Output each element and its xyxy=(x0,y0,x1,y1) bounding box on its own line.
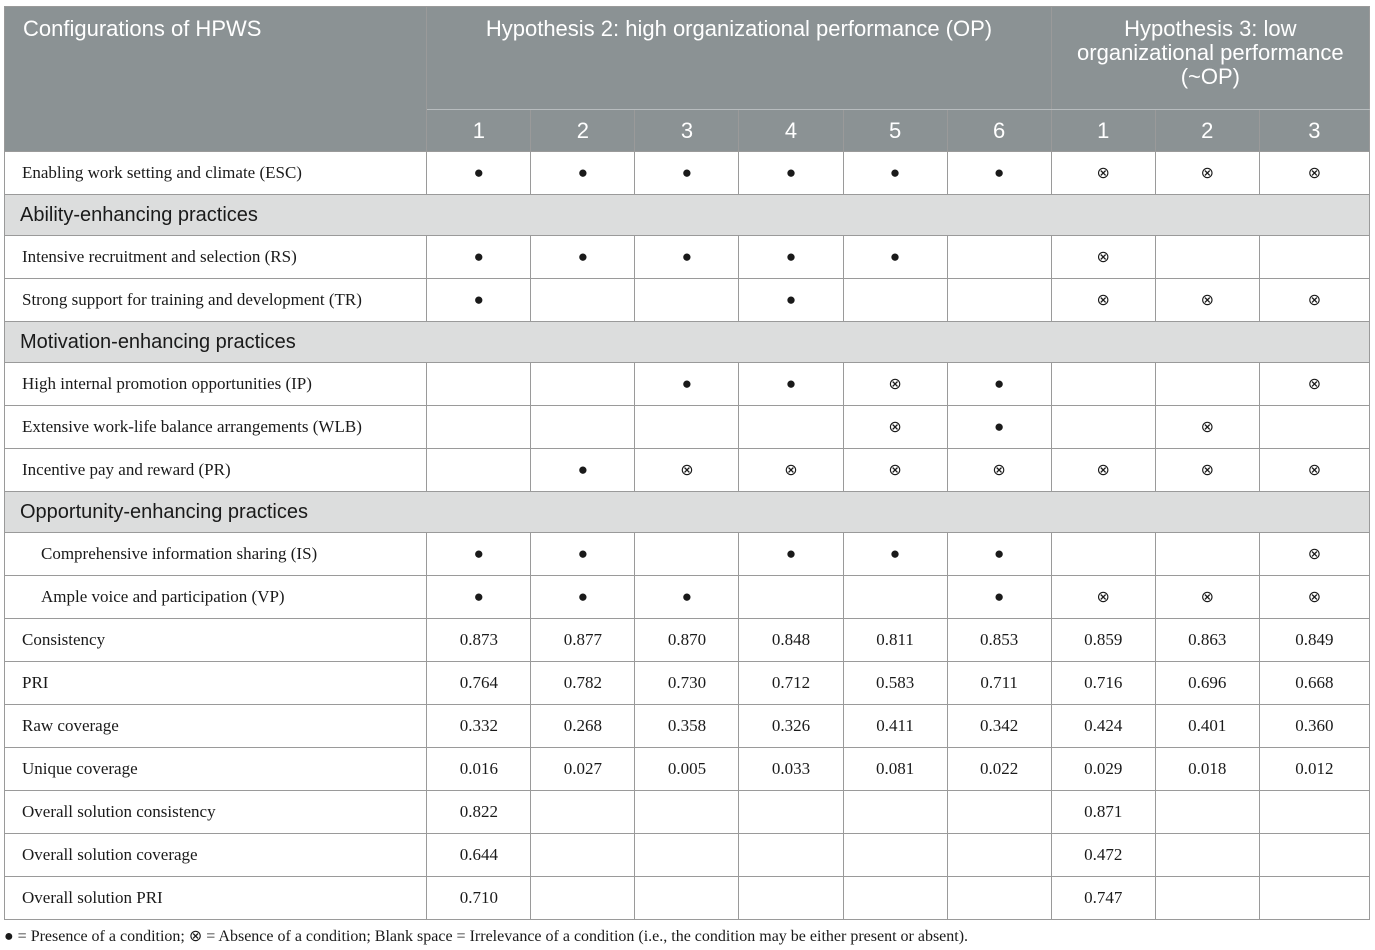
value-cell: 0.326 xyxy=(739,705,843,748)
absence-marker: ⊗ xyxy=(635,449,739,492)
absence-marker: ⊗ xyxy=(1259,152,1369,195)
config-column-header: Configurations of HPWS xyxy=(5,7,427,152)
presence-marker: ● xyxy=(947,576,1051,619)
hyp3-config-number: 3 xyxy=(1259,110,1369,152)
section-header-row xyxy=(5,195,1370,236)
blank-cell xyxy=(427,406,531,449)
presence-marker: ● xyxy=(531,152,635,195)
absence-marker: ⊗ xyxy=(1155,152,1259,195)
blank-cell xyxy=(1155,834,1259,877)
blank-cell xyxy=(1155,791,1259,834)
hyp3-config-number: 1 xyxy=(1051,110,1155,152)
hyp2-config-number: 3 xyxy=(635,110,739,152)
absence-marker: ⊗ xyxy=(947,449,1051,492)
presence-marker: ● xyxy=(427,279,531,322)
value-cell: 0.342 xyxy=(947,705,1051,748)
absence-marker: ⊗ xyxy=(1259,449,1369,492)
row-label: Intensive recruitment and selection (RS) xyxy=(5,236,427,279)
value-cell: 0.644 xyxy=(427,834,531,877)
blank-cell xyxy=(635,791,739,834)
value-cell: 0.360 xyxy=(1259,705,1369,748)
blank-cell xyxy=(1051,406,1155,449)
section-header-row xyxy=(5,492,1370,533)
presence-marker: ● xyxy=(427,152,531,195)
absence-marker: ⊗ xyxy=(1051,236,1155,279)
absence-marker: ⊗ xyxy=(843,449,947,492)
table-row xyxy=(5,619,1370,662)
value-cell: 0.877 xyxy=(531,619,635,662)
blank-cell xyxy=(1155,877,1259,920)
blank-cell xyxy=(1259,236,1369,279)
presence-marker: ● xyxy=(843,152,947,195)
presence-marker: ● xyxy=(947,152,1051,195)
presence-marker: ● xyxy=(531,533,635,576)
value-cell: 0.033 xyxy=(739,748,843,791)
row-label: Incentive pay and reward (PR) xyxy=(5,449,427,492)
presence-marker: ● xyxy=(947,406,1051,449)
blank-cell xyxy=(635,406,739,449)
blank-cell xyxy=(1051,363,1155,406)
blank-cell xyxy=(947,834,1051,877)
presence-marker: ● xyxy=(739,363,843,406)
value-cell: 0.859 xyxy=(1051,619,1155,662)
table-header xyxy=(5,7,1370,152)
absence-marker: ⊗ xyxy=(1259,363,1369,406)
table-row xyxy=(5,279,1370,322)
value-cell: 0.849 xyxy=(1259,619,1369,662)
value-cell: 0.716 xyxy=(1051,662,1155,705)
absence-marker: ⊗ xyxy=(1051,576,1155,619)
blank-cell xyxy=(739,834,843,877)
presence-marker: ● xyxy=(427,576,531,619)
blank-cell xyxy=(531,791,635,834)
row-label: Overall solution coverage xyxy=(5,834,427,877)
value-cell: 0.016 xyxy=(427,748,531,791)
value-cell: 0.822 xyxy=(427,791,531,834)
blank-cell xyxy=(427,449,531,492)
blank-cell xyxy=(739,791,843,834)
blank-cell xyxy=(635,834,739,877)
row-label: Unique coverage xyxy=(5,748,427,791)
blank-cell xyxy=(531,834,635,877)
value-cell: 0.668 xyxy=(1259,662,1369,705)
presence-marker: ● xyxy=(427,533,531,576)
value-cell: 0.730 xyxy=(635,662,739,705)
value-cell: 0.811 xyxy=(843,619,947,662)
configurations-table xyxy=(4,6,1370,920)
presence-marker: ● xyxy=(739,236,843,279)
blank-cell xyxy=(427,363,531,406)
table-row xyxy=(5,705,1370,748)
presence-marker: ● xyxy=(843,236,947,279)
presence-marker: ● xyxy=(531,236,635,279)
absence-marker: ⊗ xyxy=(1051,152,1155,195)
value-cell: 0.424 xyxy=(1051,705,1155,748)
blank-cell xyxy=(531,406,635,449)
blank-cell xyxy=(843,791,947,834)
value-cell: 0.764 xyxy=(427,662,531,705)
presence-marker: ● xyxy=(947,533,1051,576)
table-row xyxy=(5,449,1370,492)
blank-cell xyxy=(739,406,843,449)
absence-marker: ⊗ xyxy=(1259,279,1369,322)
value-cell: 0.710 xyxy=(427,877,531,920)
absence-marker: ⊗ xyxy=(1051,279,1155,322)
blank-cell xyxy=(1259,877,1369,920)
value-cell: 0.358 xyxy=(635,705,739,748)
section-title: Motivation-enhancing practices xyxy=(5,322,1370,363)
hyp2-config-number: 1 xyxy=(427,110,531,152)
absence-marker: ⊗ xyxy=(843,406,947,449)
blank-cell xyxy=(739,576,843,619)
table-row xyxy=(5,406,1370,449)
value-cell: 0.018 xyxy=(1155,748,1259,791)
value-cell: 0.853 xyxy=(947,619,1051,662)
value-cell: 0.848 xyxy=(739,619,843,662)
table-row xyxy=(5,877,1370,920)
presence-marker: ● xyxy=(947,363,1051,406)
blank-cell xyxy=(843,834,947,877)
presence-marker: ● xyxy=(739,152,843,195)
absence-marker: ⊗ xyxy=(1155,406,1259,449)
presence-marker: ● xyxy=(635,363,739,406)
value-cell: 0.332 xyxy=(427,705,531,748)
hyp2-config-number: 4 xyxy=(739,110,843,152)
table-row xyxy=(5,236,1370,279)
table-body xyxy=(5,152,1370,920)
presence-marker: ● xyxy=(635,152,739,195)
table-row xyxy=(5,576,1370,619)
row-label: Consistency xyxy=(5,619,427,662)
blank-cell xyxy=(947,279,1051,322)
row-label: High internal promotion opportunities (IP) xyxy=(5,363,427,406)
hyp2-config-number: 5 xyxy=(843,110,947,152)
value-cell: 0.401 xyxy=(1155,705,1259,748)
absence-marker: ⊗ xyxy=(1155,576,1259,619)
row-label: Extensive work-life balance arrangements (WLB) xyxy=(5,406,427,449)
absence-marker: ⊗ xyxy=(1155,449,1259,492)
presence-marker: ● xyxy=(635,576,739,619)
blank-cell xyxy=(531,279,635,322)
table-row xyxy=(5,533,1370,576)
hyp3-config-number: 2 xyxy=(1155,110,1259,152)
table-row xyxy=(5,363,1370,406)
blank-cell xyxy=(1259,791,1369,834)
table-row xyxy=(5,791,1370,834)
value-cell: 0.005 xyxy=(635,748,739,791)
table-row xyxy=(5,748,1370,791)
presence-marker: ● xyxy=(531,576,635,619)
hyp2-config-number: 2 xyxy=(531,110,635,152)
row-label: Strong support for training and development (TR) xyxy=(5,279,427,322)
value-cell: 0.863 xyxy=(1155,619,1259,662)
value-cell: 0.029 xyxy=(1051,748,1155,791)
hyp2-config-number: 6 xyxy=(947,110,1051,152)
value-cell: 0.696 xyxy=(1155,662,1259,705)
blank-cell xyxy=(843,576,947,619)
blank-cell xyxy=(843,279,947,322)
value-cell: 0.268 xyxy=(531,705,635,748)
value-cell: 0.712 xyxy=(739,662,843,705)
absence-marker: ⊗ xyxy=(1155,279,1259,322)
row-label: PRI xyxy=(5,662,427,705)
absence-marker: ⊗ xyxy=(739,449,843,492)
blank-cell xyxy=(531,877,635,920)
blank-cell xyxy=(947,236,1051,279)
presence-marker: ● xyxy=(427,236,531,279)
blank-cell xyxy=(1051,533,1155,576)
presence-marker: ● xyxy=(635,236,739,279)
blank-cell xyxy=(947,791,1051,834)
blank-cell xyxy=(635,877,739,920)
presence-marker: ● xyxy=(843,533,947,576)
value-cell: 0.027 xyxy=(531,748,635,791)
value-cell: 0.583 xyxy=(843,662,947,705)
hypothesis-2-header: Hypothesis 2: high organizational performance (OP) xyxy=(427,7,1051,110)
blank-cell xyxy=(1155,533,1259,576)
section-header-row xyxy=(5,322,1370,363)
blank-cell xyxy=(531,363,635,406)
section-title: Ability-enhancing practices xyxy=(5,195,1370,236)
value-cell: 0.081 xyxy=(843,748,947,791)
absence-marker: ⊗ xyxy=(843,363,947,406)
footnote: ● = Presence of a condition; ⊗ = Absence of a condition; Blank space = Irrelevance of a condition (i.e., the condition may be either present or absent). xyxy=(4,928,969,945)
blank-cell xyxy=(843,877,947,920)
presence-marker: ● xyxy=(531,449,635,492)
value-cell: 0.012 xyxy=(1259,748,1369,791)
row-label: Raw coverage xyxy=(5,705,427,748)
table-row xyxy=(5,834,1370,877)
value-cell: 0.870 xyxy=(635,619,739,662)
value-cell: 0.871 xyxy=(1051,791,1155,834)
blank-cell xyxy=(635,533,739,576)
value-cell: 0.711 xyxy=(947,662,1051,705)
row-label: Enabling work setting and climate (ESC) xyxy=(5,152,427,195)
value-cell: 0.022 xyxy=(947,748,1051,791)
blank-cell xyxy=(1155,363,1259,406)
row-label: Overall solution PRI xyxy=(5,877,427,920)
hypothesis-3-header: Hypothesis 3: low organizational performance (~OP) xyxy=(1051,7,1369,110)
row-label: Comprehensive information sharing (IS) xyxy=(5,533,427,576)
value-cell: 0.747 xyxy=(1051,877,1155,920)
section-title: Opportunity-enhancing practices xyxy=(5,492,1370,533)
blank-cell xyxy=(635,279,739,322)
row-label: Ample voice and participation (VP) xyxy=(5,576,427,619)
absence-marker: ⊗ xyxy=(1051,449,1155,492)
value-cell: 0.873 xyxy=(427,619,531,662)
presence-marker: ● xyxy=(739,279,843,322)
table-row xyxy=(5,662,1370,705)
presence-marker: ● xyxy=(739,533,843,576)
absence-marker: ⊗ xyxy=(1259,576,1369,619)
value-cell: 0.472 xyxy=(1051,834,1155,877)
table-row xyxy=(5,152,1370,195)
blank-cell xyxy=(1155,236,1259,279)
blank-cell xyxy=(947,877,1051,920)
blank-cell xyxy=(739,877,843,920)
value-cell: 0.411 xyxy=(843,705,947,748)
row-label: Overall solution consistency xyxy=(5,791,427,834)
value-cell: 0.782 xyxy=(531,662,635,705)
blank-cell xyxy=(1259,834,1369,877)
blank-cell xyxy=(1259,406,1369,449)
absence-marker: ⊗ xyxy=(1259,533,1369,576)
